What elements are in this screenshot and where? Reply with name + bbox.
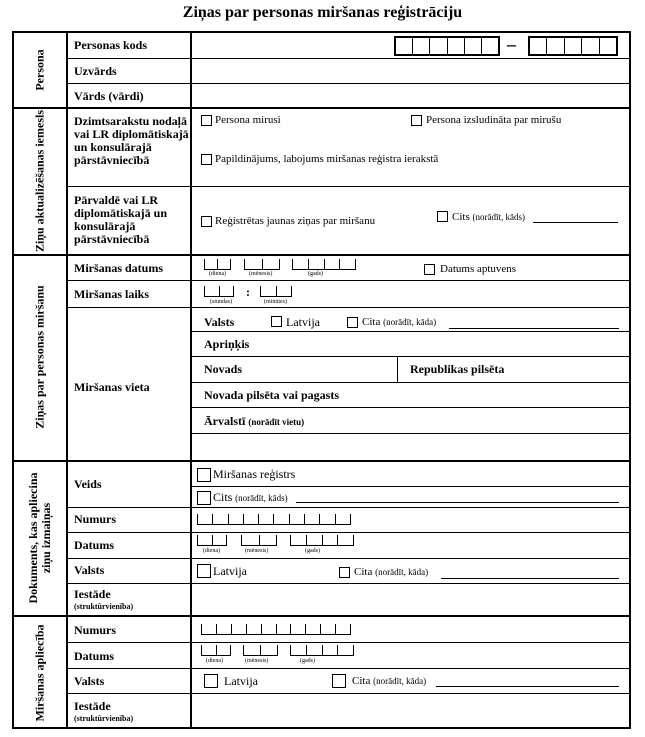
republikas-pilseta-label: Republikas pilsēta	[410, 362, 505, 376]
checkbox-vieta-cita[interactable]	[347, 317, 358, 328]
apl-latvija-label: Latvija	[224, 674, 258, 688]
apl-cita-text: Cita	[352, 675, 371, 687]
cits-input-line[interactable]	[533, 222, 618, 223]
uzvards-label: Uzvārds	[74, 64, 117, 78]
arvalsti-text: Ārvalstī	[204, 414, 246, 428]
dok-iestade-label: Iestāde	[74, 587, 111, 601]
mirsanas-datums-day[interactable]	[204, 259, 231, 270]
divider	[66, 532, 631, 533]
checkbox-persona-mirusi[interactable]	[201, 115, 212, 126]
mirsanas-registrs-label: Miršanas reģistrs	[213, 467, 296, 481]
mirsanas-laiks-minutes[interactable]	[260, 286, 292, 297]
dok-cita-input-line[interactable]	[441, 578, 619, 579]
persona-mirusi-label: Persona mirusi	[215, 114, 281, 126]
checkbox-mirsanas-registrs[interactable]	[197, 468, 211, 482]
apl-datums-day[interactable]	[201, 645, 231, 656]
section-dokuments: Dokuments, kas apliecina ziņu izmaiņas	[26, 472, 53, 604]
divider	[66, 583, 631, 584]
dok-latvija-label: Latvija	[213, 564, 247, 578]
dok-cits-text: Cits	[213, 490, 233, 504]
dok-cita-note: (norādīt, kāda)	[375, 567, 429, 577]
uzvards-field[interactable]	[192, 60, 629, 82]
divider	[66, 307, 631, 308]
divider	[12, 254, 631, 256]
cits-text: Cits	[452, 211, 470, 223]
personas-kods-label: Personas kods	[74, 38, 148, 52]
arvalsti-note: (norādīt vietu)	[248, 417, 305, 427]
checkbox-dok-cita[interactable]	[339, 567, 350, 578]
novads-label: Novads	[204, 362, 243, 376]
valsts-label: Valsts	[204, 315, 235, 329]
vards-label: Vārds (vārdi)	[74, 89, 144, 103]
izsludinata-label: Persona izsludināta par mirušu	[426, 114, 562, 126]
dok-cita-text: Cita	[354, 566, 373, 578]
divider	[66, 668, 631, 669]
personas-kods-dash: –	[507, 34, 516, 54]
dok-datums-label: Datums	[74, 538, 115, 552]
checkbox-datums-aptuvens[interactable]	[424, 264, 435, 275]
apl-diena-caption: (diena)	[206, 658, 223, 664]
checkbox-dok-latvija[interactable]	[197, 564, 211, 578]
divider	[12, 107, 631, 109]
divider	[190, 486, 631, 487]
divider	[66, 186, 631, 187]
vieta-cita-input-line[interactable]	[449, 328, 619, 329]
mirsanas-laiks-hours[interactable]	[204, 286, 234, 297]
section-apliecibа: Miršanas apliecība	[32, 624, 47, 722]
checkbox-vieta-latvija[interactable]	[271, 316, 282, 327]
gads-caption: (gads)	[308, 271, 323, 277]
dok-cits-label	[213, 490, 288, 505]
apl-gads-caption: (gads)	[300, 658, 315, 664]
checkbox-dok-cits[interactable]	[197, 491, 211, 505]
divider	[190, 331, 631, 332]
section-zinas: Ziņas par personas miršanu	[32, 285, 47, 429]
datums-aptuvens-label: Datums aptuvens	[440, 263, 517, 275]
minutes-caption: (minūtes)	[264, 299, 287, 305]
parvalde-label: Pārvaldē vai LR diplomātiskajā un konsulārajā pārstāvniecībā	[74, 193, 168, 246]
checkbox-cits[interactable]	[437, 211, 448, 222]
vieta-cita-label	[362, 316, 436, 328]
form-title: Ziņas par personas miršanas reģistrāciju	[182, 4, 463, 21]
apl-numurs-field[interactable]	[201, 624, 351, 635]
dok-gads-caption: (gads)	[305, 548, 320, 554]
divider	[190, 31, 192, 729]
dok-menesis-caption: (mēnesis)	[245, 548, 269, 554]
section-persona: Persona	[32, 49, 47, 91]
dok-datums-month[interactable]	[241, 535, 277, 546]
checkbox-papildinajums[interactable]	[201, 154, 212, 165]
divider	[66, 642, 631, 643]
apl-cita-input-line[interactable]	[436, 686, 619, 687]
divider	[190, 356, 631, 357]
divider	[66, 58, 631, 59]
apl-datums-label: Datums	[74, 649, 115, 663]
divider	[66, 693, 631, 694]
divider	[190, 433, 631, 434]
divider	[190, 407, 631, 408]
mirsanas-vieta-label: Miršanas vieta	[74, 380, 150, 394]
personas-kods-part2[interactable]	[528, 36, 618, 56]
personas-kods-part1[interactable]	[394, 36, 500, 56]
menesis-caption: (mēnesis)	[249, 271, 273, 277]
divider	[66, 280, 631, 281]
dok-numurs-field[interactable]	[197, 514, 351, 525]
apl-numurs-label: Numurs	[74, 623, 117, 637]
vards-field[interactable]	[192, 85, 629, 106]
dok-iestade-note: (struktūrvienība)	[74, 602, 134, 611]
dzimtsarakstu-label: Dzimtsarakstu nodaļā vai LR diplomātiskajā un konsulārajā pārstāvniecībā	[74, 114, 189, 167]
jaunas-zinas-label: Reģistrētas jaunas ziņas par miršanu	[215, 215, 376, 227]
divider	[397, 356, 398, 382]
mirsanas-datums-label: Miršanas datums	[74, 261, 164, 275]
divider	[12, 460, 631, 462]
section-iemesls: Ziņu aktualizēšanas iemesls	[32, 109, 47, 253]
cits-note: (norādīt, kāds)	[472, 212, 525, 222]
apl-cita-note: (norādīt, kāda)	[373, 676, 427, 686]
dok-numurs-label: Numurs	[74, 512, 117, 526]
dok-cita-label	[354, 566, 428, 578]
dok-cits-input-line[interactable]	[296, 502, 619, 503]
apl-menesis-caption: (mēnesis)	[245, 658, 269, 664]
divider	[66, 507, 631, 508]
apl-datums-month[interactable]	[243, 645, 278, 656]
arvalsti-label	[204, 415, 304, 429]
stundas-caption: (stundas)	[210, 299, 232, 305]
divider	[66, 558, 631, 559]
vieta-latvija-label: Latvija	[286, 315, 320, 329]
apl-valsts-label: Valsts	[74, 674, 105, 688]
mirsanas-datums-month[interactable]	[244, 259, 280, 270]
cits-label	[452, 211, 525, 223]
aprinkis-label: Apriņķis	[204, 337, 250, 351]
checkbox-jaunas-zinas[interactable]	[201, 216, 212, 227]
vieta-cita-text: Cita	[362, 316, 381, 328]
laiks-colon: :	[246, 285, 250, 299]
dok-diena-caption: (diena)	[203, 548, 220, 554]
dok-valsts-label: Valsts	[74, 563, 105, 577]
checkbox-apl-latvija[interactable]	[204, 674, 218, 688]
divider	[66, 31, 68, 729]
dok-datums-day[interactable]	[197, 535, 227, 546]
vieta-cita-note: (norādīt, kāda)	[383, 317, 437, 327]
divider	[12, 615, 631, 617]
diena-caption: (diena)	[209, 271, 226, 277]
apl-iestade-note: (struktūrvienība)	[74, 714, 134, 723]
checkbox-izsludinata[interactable]	[411, 115, 422, 126]
papildinajums-label: Papildinājums, labojums miršanas reģistra ierakstā	[215, 153, 439, 165]
mirsanas-laiks-label: Miršanas laiks	[74, 287, 150, 301]
apl-cita-label	[352, 675, 426, 687]
divider	[66, 83, 631, 84]
checkbox-apl-cita[interactable]	[332, 674, 346, 688]
dok-cits-note: (norādīt, kāds)	[235, 493, 288, 503]
dok-veids-label: Veids	[74, 477, 102, 491]
apl-iestade-label: Iestāde	[74, 699, 111, 713]
mirsanas-datums-year[interactable]	[292, 259, 356, 270]
apl-datums-year[interactable]	[290, 645, 354, 656]
divider	[190, 382, 631, 383]
dok-datums-year[interactable]	[290, 535, 354, 546]
novada-pilseta-label: Novada pilsēta vai pagasts	[204, 388, 340, 402]
